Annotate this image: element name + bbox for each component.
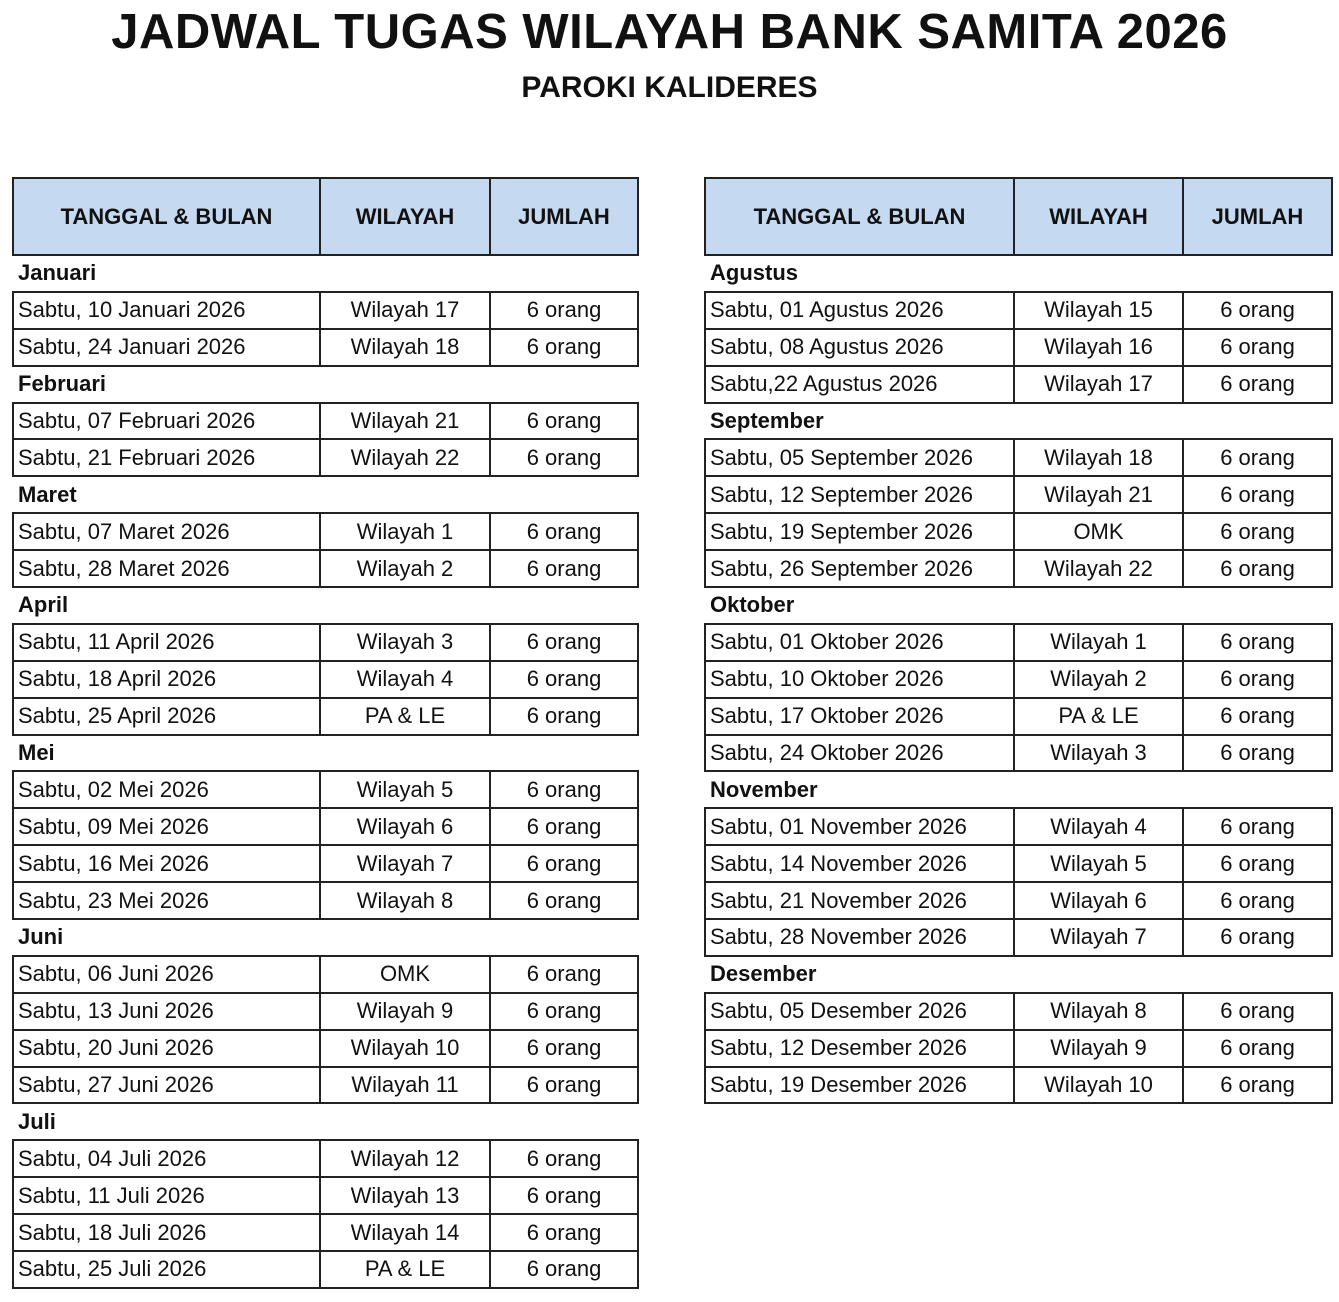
- count-cell: 6 orang: [1183, 624, 1332, 661]
- area-cell: Wilayah 22: [320, 439, 490, 476]
- month-label: November: [710, 776, 818, 802]
- table-row: [705, 513, 1332, 550]
- table-row: [13, 661, 638, 698]
- count-cell: 6 orang: [490, 698, 638, 735]
- area-cell: Wilayah 5: [320, 771, 490, 808]
- area-cell: Wilayah 18: [320, 329, 490, 366]
- month-row: [13, 1103, 638, 1140]
- month-label: Februari: [18, 371, 107, 397]
- count-cell: 6 orang: [490, 403, 638, 440]
- month-label: Januari: [18, 260, 97, 286]
- area-cell: OMK: [320, 956, 490, 993]
- count-cell: 6 orang: [1183, 919, 1332, 956]
- table-row: [13, 882, 638, 919]
- table-row: [705, 550, 1332, 587]
- date-cell: Sabtu, 19 September 2026: [705, 513, 1014, 550]
- table-row: [705, 919, 1332, 956]
- count-cell: 6 orang: [490, 292, 638, 329]
- count-cell: 6 orang: [490, 550, 638, 587]
- area-cell: Wilayah 12: [320, 1140, 490, 1177]
- date-cell: Sabtu, 17 Oktober 2026: [705, 698, 1014, 735]
- date-cell: Sabtu, 25 April 2026: [13, 698, 320, 735]
- area-cell: Wilayah 4: [1014, 808, 1183, 845]
- table-row: [705, 476, 1332, 513]
- date-cell: Sabtu, 16 Mei 2026: [13, 845, 320, 882]
- table-row: [13, 808, 638, 845]
- count-cell: 6 orang: [490, 1140, 638, 1177]
- count-cell: 6 orang: [490, 661, 638, 698]
- area-cell: Wilayah 16: [1014, 329, 1183, 366]
- table-row: [13, 1030, 638, 1067]
- table-row: [13, 1214, 638, 1251]
- area-cell: Wilayah 2: [320, 550, 490, 587]
- date-cell: Sabtu, 10 Oktober 2026: [705, 661, 1014, 698]
- area-cell: Wilayah 3: [1014, 735, 1183, 772]
- month-label: September: [710, 408, 824, 433]
- date-cell: Sabtu, 24 Januari 2026: [13, 329, 320, 366]
- area-cell: Wilayah 22: [1014, 550, 1183, 587]
- count-cell: 6 orang: [1183, 1030, 1332, 1067]
- table-row: [13, 513, 638, 550]
- header-area: WILAYAH: [320, 178, 490, 255]
- count-cell: 6 orang: [490, 513, 638, 550]
- count-cell: 6 orang: [490, 1030, 638, 1067]
- date-cell: Sabtu, 26 September 2026: [705, 550, 1014, 587]
- table-row: [705, 845, 1332, 882]
- count-cell: 6 orang: [1183, 808, 1332, 845]
- date-cell: Sabtu, 25 Juli 2026: [13, 1251, 320, 1288]
- month-label: Desember: [710, 961, 817, 987]
- area-cell: Wilayah 13: [320, 1177, 490, 1214]
- page-subtitle: PAROKI KALIDERES: [521, 71, 818, 104]
- table-row: [13, 1251, 638, 1288]
- month-row: [705, 255, 1332, 292]
- date-cell: Sabtu,22 Agustus 2026: [705, 366, 1014, 403]
- date-cell: Sabtu, 09 Mei 2026: [13, 808, 320, 845]
- count-cell: 6 orang: [490, 1214, 638, 1251]
- area-cell: Wilayah 2: [1014, 661, 1183, 698]
- date-cell: Sabtu, 14 November 2026: [705, 845, 1014, 882]
- date-cell: Sabtu, 07 Maret 2026: [13, 513, 320, 550]
- count-cell: 6 orang: [490, 624, 638, 661]
- header-area: WILAYAH: [1014, 178, 1183, 255]
- date-cell: Sabtu, 21 Februari 2026: [13, 439, 320, 476]
- area-cell: Wilayah 17: [1014, 366, 1183, 403]
- count-cell: 6 orang: [1183, 735, 1332, 772]
- table-row: [705, 661, 1332, 698]
- table-row: [705, 292, 1332, 329]
- table-row: [705, 439, 1332, 476]
- area-cell: Wilayah 1: [1014, 624, 1183, 661]
- area-cell: Wilayah 8: [1014, 993, 1183, 1030]
- count-cell: 6 orang: [1183, 476, 1332, 513]
- area-cell: Wilayah 7: [1014, 919, 1183, 956]
- month-row: [705, 771, 1332, 808]
- count-cell: 6 orang: [490, 1251, 638, 1288]
- area-cell: Wilayah 7: [320, 845, 490, 882]
- count-cell: 6 orang: [1183, 329, 1332, 366]
- date-cell: Sabtu, 19 Desember 2026: [705, 1067, 1014, 1104]
- month-row: [13, 476, 638, 513]
- table-header-row: [13, 178, 638, 255]
- count-cell: 6 orang: [1183, 993, 1332, 1030]
- date-cell: Sabtu, 27 Juni 2026: [13, 1067, 320, 1104]
- area-cell: Wilayah 5: [1014, 845, 1183, 882]
- area-cell: Wilayah 15: [1014, 292, 1183, 329]
- table-row: [13, 1177, 638, 1214]
- date-cell: Sabtu, 28 November 2026: [705, 919, 1014, 956]
- table-row: [13, 845, 638, 882]
- table-row: [13, 403, 638, 440]
- date-cell: Sabtu, 08 Agustus 2026: [705, 329, 1014, 366]
- date-cell: Sabtu, 06 Juni 2026: [13, 956, 320, 993]
- area-cell: PA & LE: [320, 1251, 490, 1288]
- count-cell: 6 orang: [490, 771, 638, 808]
- area-cell: Wilayah 9: [1014, 1030, 1183, 1067]
- date-cell: Sabtu, 12 September 2026: [705, 476, 1014, 513]
- date-cell: Sabtu, 11 April 2026: [13, 624, 320, 661]
- count-cell: 6 orang: [490, 845, 638, 882]
- month-row: [705, 403, 1332, 440]
- table-row: [13, 1140, 638, 1177]
- date-cell: Sabtu, 18 Juli 2026: [13, 1214, 320, 1251]
- month-label: Oktober: [710, 592, 795, 618]
- area-cell: Wilayah 10: [320, 1030, 490, 1067]
- month-label: Mei: [18, 740, 55, 766]
- month-row: [13, 919, 638, 956]
- table-row: [705, 1067, 1332, 1104]
- count-cell: 6 orang: [490, 1067, 638, 1104]
- count-cell: 6 orang: [490, 1177, 638, 1214]
- header-date: TANGGAL & BULAN: [705, 178, 1014, 255]
- count-cell: 6 orang: [1183, 1067, 1332, 1104]
- date-cell: Sabtu, 01 Oktober 2026: [705, 624, 1014, 661]
- date-cell: Sabtu, 10 Januari 2026: [13, 292, 320, 329]
- schedule-table-right: [704, 177, 1333, 1104]
- month-row: [705, 956, 1332, 993]
- count-cell: 6 orang: [490, 329, 638, 366]
- count-cell: 6 orang: [1183, 366, 1332, 403]
- count-cell: 6 orang: [490, 993, 638, 1030]
- month-label: Maret: [18, 481, 77, 507]
- area-cell: Wilayah 18: [1014, 439, 1183, 476]
- header-count: JUMLAH: [490, 178, 638, 255]
- month-label: April: [18, 592, 69, 618]
- area-cell: Wilayah 21: [1014, 476, 1183, 513]
- date-cell: Sabtu, 12 Desember 2026: [705, 1030, 1014, 1067]
- count-cell: 6 orang: [490, 808, 638, 845]
- date-cell: Sabtu, 24 Oktober 2026: [705, 735, 1014, 772]
- table-row: [705, 1030, 1332, 1067]
- count-cell: 6 orang: [1183, 513, 1332, 550]
- date-cell: Sabtu, 07 Februari 2026: [13, 403, 320, 440]
- month-label: Juli: [18, 1108, 56, 1134]
- date-cell: Sabtu, 04 Juli 2026: [13, 1140, 320, 1177]
- table-row: [705, 993, 1332, 1030]
- table-row: [13, 771, 638, 808]
- month-row: [705, 587, 1332, 624]
- area-cell: Wilayah 17: [320, 292, 490, 329]
- month-label: Agustus: [710, 260, 798, 286]
- table-row: [13, 1067, 638, 1104]
- area-cell: PA & LE: [320, 698, 490, 735]
- date-cell: Sabtu, 02 Mei 2026: [13, 771, 320, 808]
- count-cell: 6 orang: [490, 956, 638, 993]
- table-row: [705, 882, 1332, 919]
- table-row: [13, 329, 638, 366]
- date-cell: Sabtu, 05 Desember 2026: [705, 993, 1014, 1030]
- schedule-table-left: [12, 177, 639, 1289]
- area-cell: Wilayah 1: [320, 513, 490, 550]
- table-row: [705, 808, 1332, 845]
- table-row: [13, 956, 638, 993]
- area-cell: Wilayah 9: [320, 993, 490, 1030]
- count-cell: 6 orang: [1183, 292, 1332, 329]
- area-cell: Wilayah 21: [320, 403, 490, 440]
- date-cell: Sabtu, 13 Juni 2026: [13, 993, 320, 1030]
- count-cell: 6 orang: [1183, 661, 1332, 698]
- table-row: [13, 624, 638, 661]
- area-cell: Wilayah 14: [320, 1214, 490, 1251]
- month-label: Juni: [18, 924, 64, 950]
- count-cell: 6 orang: [1183, 845, 1332, 882]
- area-cell: Wilayah 8: [320, 882, 490, 919]
- month-row: [13, 255, 638, 292]
- table-row: [705, 735, 1332, 772]
- area-cell: Wilayah 11: [320, 1067, 490, 1104]
- count-cell: 6 orang: [490, 882, 638, 919]
- month-row: [13, 735, 638, 772]
- month-row: [13, 366, 638, 403]
- date-cell: Sabtu, 20 Juni 2026: [13, 1030, 320, 1067]
- count-cell: 6 orang: [1183, 882, 1332, 919]
- count-cell: 6 orang: [490, 439, 638, 476]
- count-cell: 6 orang: [1183, 439, 1332, 476]
- area-cell: Wilayah 10: [1014, 1067, 1183, 1104]
- table-row: [705, 624, 1332, 661]
- area-cell: Wilayah 4: [320, 661, 490, 698]
- date-cell: Sabtu, 01 Agustus 2026: [705, 292, 1014, 329]
- area-cell: Wilayah 6: [320, 808, 490, 845]
- table-row: [705, 329, 1332, 366]
- date-cell: Sabtu, 01 November 2026: [705, 808, 1014, 845]
- page-title: JADWAL TUGAS WILAYAH BANK SAMITA 2026: [111, 5, 1228, 59]
- table-row: [13, 993, 638, 1030]
- area-cell: PA & LE: [1014, 698, 1183, 735]
- date-cell: Sabtu, 11 Juli 2026: [13, 1177, 320, 1214]
- table-row: [13, 698, 638, 735]
- date-cell: Sabtu, 05 September 2026: [705, 439, 1014, 476]
- date-cell: Sabtu, 23 Mei 2026: [13, 882, 320, 919]
- date-cell: Sabtu, 18 April 2026: [13, 661, 320, 698]
- table-header-row: [705, 178, 1332, 255]
- count-cell: 6 orang: [1183, 698, 1332, 735]
- table-row: [13, 439, 638, 476]
- area-cell: Wilayah 3: [320, 624, 490, 661]
- table-row: [13, 292, 638, 329]
- table-row: [705, 366, 1332, 403]
- header-date: TANGGAL & BULAN: [13, 178, 320, 255]
- table-row: [13, 550, 638, 587]
- month-row: [13, 587, 638, 624]
- header-count: JUMLAH: [1183, 178, 1332, 255]
- date-cell: Sabtu, 28 Maret 2026: [13, 550, 320, 587]
- date-cell: Sabtu, 21 November 2026: [705, 882, 1014, 919]
- area-cell: Wilayah 6: [1014, 882, 1183, 919]
- table-row: [705, 698, 1332, 735]
- area-cell: OMK: [1014, 513, 1183, 550]
- count-cell: 6 orang: [1183, 550, 1332, 587]
